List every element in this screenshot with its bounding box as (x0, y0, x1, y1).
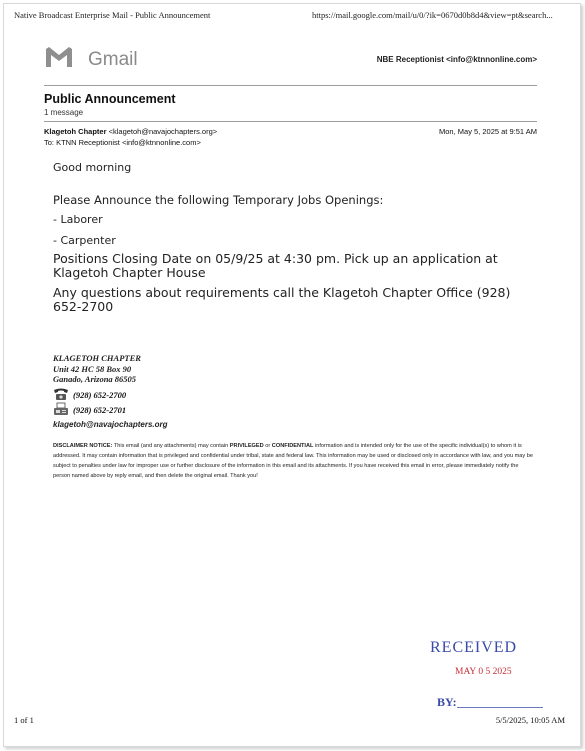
gmail-logo[interactable] (44, 45, 138, 74)
print-timestamp: 5/5/2025, 10:05 AM (495, 715, 565, 725)
signature-fax: (928) 652-2701 (73, 405, 127, 415)
disclaimer-text-rest: information and is intended only for the use of the specific individual(s) to whom it is addressed. It may contain information that is privileged and confidential under tribal, state and federal law. This information may be used or disclosed only in accordance with law, and you may be subject to penalties under law for improper use or further disclosure of the information in this email and its attachments. If you have received this email in error, please immediately notify the person named above by reply email, and then delete the original email. Thank you! (53, 443, 533, 479)
telephone-icon (53, 387, 73, 403)
thread-subject: Public Announcement (44, 92, 176, 106)
fax-machine-icon (53, 402, 73, 418)
divider (44, 85, 537, 86)
signature-block (53, 353, 141, 385)
signature-phone-row (53, 387, 126, 403)
disclaimer-or: or (265, 443, 271, 449)
page-number: 1 of 1 (14, 715, 34, 725)
account-label: NBE Receptionist <info@ktnnonline.com> (376, 55, 537, 64)
print-header-url[interactable]: https://mail.google.com/mail/u/0/?ik=0670d0b8d4&view=pt&search... (312, 10, 553, 20)
print-header-title: Native Broadcast Enterprise Mail - Public Announcement (14, 10, 211, 20)
signature-address-line2: Ganado, Arizona 86505 (53, 374, 137, 384)
questions-paragraph: Any questions about requirements call the Klagetoh Chapter Office (928) 652-2700 (53, 285, 511, 314)
greeting: Good morning (53, 161, 132, 174)
message-count: 1 message (44, 108, 84, 117)
disclaimer-text: This email (and any attachments) may contain (113, 443, 229, 449)
signature-fax-row (53, 402, 126, 418)
intro-line: Please Announce the following Temporary Jobs Openings: (53, 193, 384, 207)
signature-line (457, 707, 543, 708)
received-stamp (430, 637, 550, 717)
sender-email[interactable]: <klagetoh@navajochapters.org> (108, 127, 218, 136)
message-date: Mon, May 5, 2025 at 9:51 AM (439, 127, 537, 136)
job-item-laborer: - Laborer (53, 213, 103, 226)
message-to: To: KTNN Receptionist <info@ktnnonline.com> (44, 138, 201, 147)
disclaimer-notice (53, 441, 533, 481)
gmail-wordmark: Gmail (88, 48, 138, 70)
disclaimer-label: DISCLAIMER NOTICE: (53, 443, 113, 449)
stamp-date: MAY 0 5 2025 (455, 667, 512, 677)
stamp-received: RECEIVED (430, 639, 518, 656)
closing-paragraph: Positions Closing Date on 05/9/25 at 4:30 pm. Pick up an application at Klagetoh Chapter House (53, 251, 498, 280)
signature-address-line1: Unit 42 HC 58 Box 90 (53, 363, 132, 374)
job-item-carpenter: - Carpenter (53, 234, 116, 247)
signature-email[interactable]: klagetoh@navajochapters.org (53, 420, 168, 429)
disclaimer-confidential: CONFIDENTIAL (271, 443, 314, 449)
gmail-logo-icon (44, 45, 74, 74)
divider (44, 121, 537, 122)
disclaimer-privileged: PRIVILEGED (229, 443, 264, 449)
sender-name: Klagetoh Chapter (44, 127, 107, 136)
stamp-by: BY: (437, 695, 457, 709)
message-from (44, 127, 217, 136)
signature-org: KLAGETOH CHAPTER (53, 353, 141, 363)
signature-phone: (928) 652-2700 (73, 390, 127, 400)
